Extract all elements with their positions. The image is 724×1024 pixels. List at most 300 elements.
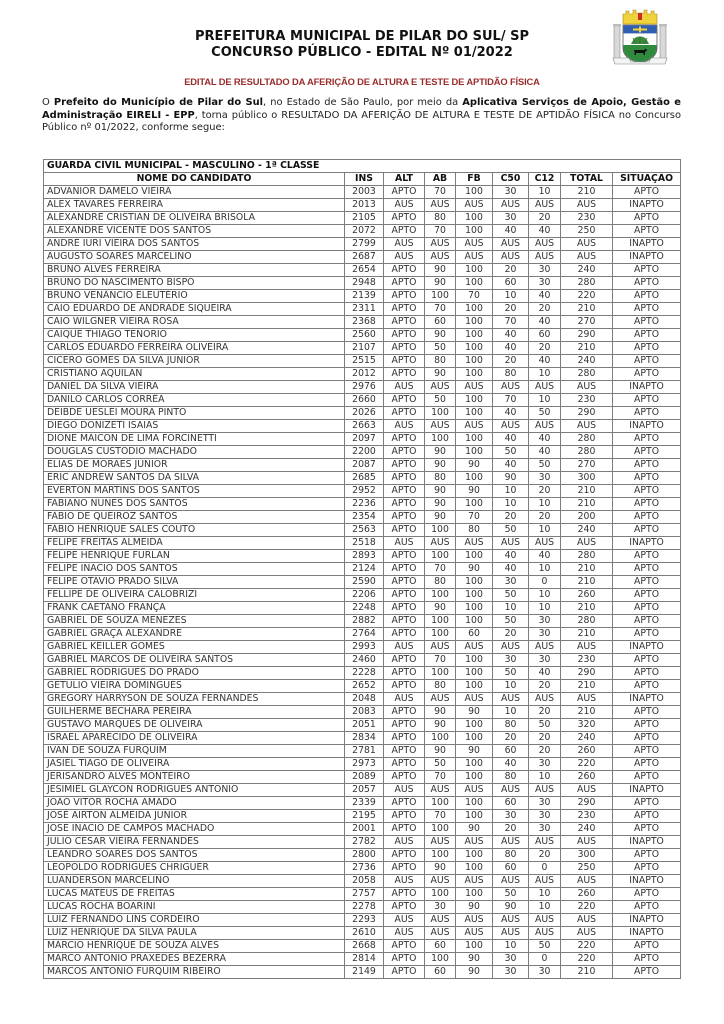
- cell-fb: 90: [456, 485, 493, 498]
- cell-ab: AUS: [425, 914, 456, 927]
- cell-c50: AUS: [493, 693, 529, 706]
- cell-name: GABRIEL KEILLER GOMES: [44, 641, 345, 654]
- cell-ab: 70: [425, 771, 456, 784]
- cell-c12: 30: [529, 966, 561, 979]
- cell-situacao: INAPTO: [613, 836, 681, 849]
- table-row: [44, 576, 681, 589]
- cell-total: AUS: [561, 199, 613, 212]
- cell-alt: APTO: [384, 212, 425, 225]
- cell-c12: 10: [529, 888, 561, 901]
- cell-ins: 2206: [345, 589, 384, 602]
- cell-situacao: APTO: [613, 888, 681, 901]
- cell-c50: 50: [493, 888, 529, 901]
- cell-situacao: APTO: [613, 394, 681, 407]
- table-row: [44, 914, 681, 927]
- cell-c50: 30: [493, 186, 529, 199]
- cell-ins: 2660: [345, 394, 384, 407]
- cell-name: GABRIEL DE SOUZA MENEZES: [44, 615, 345, 628]
- cell-name: FELIPE INACIO DOS SANTOS: [44, 563, 345, 576]
- cell-name: BRUNO VENÂNCIO ELEUTÉRIO: [44, 290, 345, 303]
- cell-fb: 100: [456, 472, 493, 485]
- cell-ins: 2026: [345, 407, 384, 420]
- table-row: [44, 485, 681, 498]
- cell-ins: 2089: [345, 771, 384, 784]
- table-row: [44, 368, 681, 381]
- cell-alt: APTO: [384, 745, 425, 758]
- table-row: [44, 433, 681, 446]
- cell-total: 240: [561, 355, 613, 368]
- cell-c12: 30: [529, 615, 561, 628]
- cell-ab: 90: [425, 706, 456, 719]
- cell-ins: 2072: [345, 225, 384, 238]
- table-row: [44, 472, 681, 485]
- cell-alt: APTO: [384, 680, 425, 693]
- cell-c50: 50: [493, 446, 529, 459]
- cell-c12: 30: [529, 823, 561, 836]
- cell-c12: 10: [529, 563, 561, 576]
- cell-ins: 2610: [345, 927, 384, 940]
- cell-name: ALEX TAVARES FERREIRA: [44, 199, 345, 212]
- cell-ab: 50: [425, 394, 456, 407]
- cell-ab: 90: [425, 602, 456, 615]
- cell-ab: 80: [425, 355, 456, 368]
- cell-situacao: APTO: [613, 264, 681, 277]
- column-header-name: NOME DO CANDIDATO: [44, 173, 345, 186]
- cell-total: 250: [561, 862, 613, 875]
- cell-alt: AUS: [384, 784, 425, 797]
- cell-c12: 40: [529, 667, 561, 680]
- cell-ins: 2097: [345, 433, 384, 446]
- cell-name: IVAN DE SOUZA FURQUIM: [44, 745, 345, 758]
- cell-c50: 60: [493, 277, 529, 290]
- cell-alt: AUS: [384, 199, 425, 212]
- cell-c50: 20: [493, 823, 529, 836]
- cell-total: 220: [561, 940, 613, 953]
- cell-alt: APTO: [384, 485, 425, 498]
- cell-ab: 60: [425, 316, 456, 329]
- cell-c50: 80: [493, 368, 529, 381]
- intro-mayor-text: Prefeito do Município de Pilar do Sul: [53, 97, 263, 108]
- table-row: [44, 953, 681, 966]
- cell-c50: 70: [493, 394, 529, 407]
- cell-name: LUANDERSON MARCELINO: [44, 875, 345, 888]
- cell-situacao: APTO: [613, 680, 681, 693]
- cell-situacao: INAPTO: [613, 641, 681, 654]
- cell-ab: 70: [425, 186, 456, 199]
- cell-ab: 30: [425, 901, 456, 914]
- cell-total: 210: [561, 485, 613, 498]
- cell-total: 320: [561, 719, 613, 732]
- cell-total: 270: [561, 316, 613, 329]
- cell-ins: 2834: [345, 732, 384, 745]
- cell-fb: 100: [456, 498, 493, 511]
- cell-alt: APTO: [384, 563, 425, 576]
- cell-ab: AUS: [425, 420, 456, 433]
- cell-ins: 2354: [345, 511, 384, 524]
- table-row: [44, 810, 681, 823]
- cell-c50: 10: [493, 680, 529, 693]
- cell-alt: APTO: [384, 602, 425, 615]
- cell-total: 260: [561, 745, 613, 758]
- cell-alt: AUS: [384, 836, 425, 849]
- cell-c12: 20: [529, 303, 561, 316]
- cell-situacao: APTO: [613, 446, 681, 459]
- cell-situacao: APTO: [613, 589, 681, 602]
- cell-fb: 100: [456, 732, 493, 745]
- cell-total: 210: [561, 628, 613, 641]
- cell-ab: 90: [425, 329, 456, 342]
- cell-ins: 2781: [345, 745, 384, 758]
- cell-c12: AUS: [529, 641, 561, 654]
- cell-total: AUS: [561, 836, 613, 849]
- cell-c50: AUS: [493, 836, 529, 849]
- table-row: [44, 459, 681, 472]
- cell-c50: AUS: [493, 420, 529, 433]
- cell-c50: AUS: [493, 927, 529, 940]
- cell-situacao: APTO: [613, 407, 681, 420]
- cell-alt: APTO: [384, 901, 425, 914]
- cell-alt: APTO: [384, 849, 425, 862]
- table-row: [44, 537, 681, 550]
- cell-ab: 80: [425, 680, 456, 693]
- cell-c50: AUS: [493, 381, 529, 394]
- cell-c50: 30: [493, 576, 529, 589]
- cell-c50: 50: [493, 524, 529, 537]
- table-row: [44, 394, 681, 407]
- cell-c50: 80: [493, 719, 529, 732]
- cell-ab: 50: [425, 342, 456, 355]
- cell-c12: AUS: [529, 875, 561, 888]
- cell-c50: 20: [493, 264, 529, 277]
- cell-alt: APTO: [384, 888, 425, 901]
- cell-alt: APTO: [384, 407, 425, 420]
- cell-ab: 80: [425, 472, 456, 485]
- cell-c50: AUS: [493, 914, 529, 927]
- cell-alt: AUS: [384, 381, 425, 394]
- cell-situacao: APTO: [613, 823, 681, 836]
- cell-ins: 2882: [345, 615, 384, 628]
- cell-ins: 2590: [345, 576, 384, 589]
- cell-name: GETULIO VIEIRA DOMINGUES: [44, 680, 345, 693]
- cell-ab: 100: [425, 615, 456, 628]
- cell-alt: APTO: [384, 394, 425, 407]
- cell-name: ALEXANDRE VICENTE DOS SANTOS: [44, 225, 345, 238]
- cell-alt: APTO: [384, 667, 425, 680]
- cell-fb: AUS: [456, 784, 493, 797]
- cell-situacao: INAPTO: [613, 381, 681, 394]
- table-row: [44, 628, 681, 641]
- table-row: [44, 745, 681, 758]
- cell-fb: AUS: [456, 836, 493, 849]
- cell-fb: 100: [456, 212, 493, 225]
- intro-company-text: Aplicativa Serviços de Apoio, Gestão e Administração EIRELI - EPP: [42, 97, 682, 121]
- cell-ins: 2757: [345, 888, 384, 901]
- cell-name: GUSTAVO MARQUES DE OLIVEIRA: [44, 719, 345, 732]
- cell-alt: AUS: [384, 251, 425, 264]
- cell-ins: 2800: [345, 849, 384, 862]
- cell-alt: APTO: [384, 550, 425, 563]
- cell-ins: 2654: [345, 264, 384, 277]
- cell-c12: 50: [529, 407, 561, 420]
- cell-alt: APTO: [384, 862, 425, 875]
- cell-c50: 50: [493, 589, 529, 602]
- cell-name: JASIEL TIAGO DE OLIVEIRA: [44, 758, 345, 771]
- cell-ins: 2460: [345, 654, 384, 667]
- cell-alt: APTO: [384, 225, 425, 238]
- cell-alt: APTO: [384, 329, 425, 342]
- cell-total: 280: [561, 615, 613, 628]
- cell-ab: 60: [425, 940, 456, 953]
- cell-fb: AUS: [456, 381, 493, 394]
- table-row: [44, 667, 681, 680]
- cell-name: ELIAS DE MORAES JUNIOR: [44, 459, 345, 472]
- cell-name: AUGUSTO SOARES MARCELINO: [44, 251, 345, 264]
- cell-name: EVERTON MARTINS DOS SANTOS: [44, 485, 345, 498]
- cell-name: FELLIPE DE OLIVEIRA CALOBRIZI: [44, 589, 345, 602]
- cell-c12: 30: [529, 758, 561, 771]
- cell-fb: 100: [456, 758, 493, 771]
- cell-ab: 70: [425, 563, 456, 576]
- cell-situacao: APTO: [613, 329, 681, 342]
- cell-total: 290: [561, 797, 613, 810]
- cell-fb: 100: [456, 316, 493, 329]
- cell-ab: 90: [425, 862, 456, 875]
- cell-alt: AUS: [384, 914, 425, 927]
- cell-alt: APTO: [384, 615, 425, 628]
- cell-name: GABRIEL RODRIGUES DO PRADO: [44, 667, 345, 680]
- cell-ab: 50: [425, 758, 456, 771]
- cell-fb: AUS: [456, 914, 493, 927]
- cell-c12: 50: [529, 459, 561, 472]
- cell-c50: 80: [493, 771, 529, 784]
- cell-ab: 70: [425, 225, 456, 238]
- cell-c50: 90: [493, 901, 529, 914]
- cell-situacao: APTO: [613, 771, 681, 784]
- cell-total: AUS: [561, 381, 613, 394]
- cell-situacao: INAPTO: [613, 251, 681, 264]
- cell-situacao: APTO: [613, 667, 681, 680]
- cell-c50: 30: [493, 966, 529, 979]
- cell-name: CAIO EDUARDO DE ANDRADE SIQUEIRA: [44, 303, 345, 316]
- cell-alt: APTO: [384, 589, 425, 602]
- cell-alt: AUS: [384, 537, 425, 550]
- table-row: [44, 680, 681, 693]
- cell-situacao: APTO: [613, 433, 681, 446]
- results-table: [43, 159, 681, 979]
- cell-total: 210: [561, 966, 613, 979]
- cell-fb: 100: [456, 225, 493, 238]
- cell-total: 220: [561, 953, 613, 966]
- cell-total: 200: [561, 511, 613, 524]
- page-subtitle-edital: CONCURSO PÚBLICO - EDITAL Nº 01/2022: [211, 44, 513, 60]
- cell-situacao: INAPTO: [613, 927, 681, 940]
- cell-alt: AUS: [384, 641, 425, 654]
- cell-ins: 2685: [345, 472, 384, 485]
- cell-total: 280: [561, 368, 613, 381]
- cell-ab: 100: [425, 589, 456, 602]
- table-row: [44, 966, 681, 979]
- cell-ins: 2107: [345, 342, 384, 355]
- cell-ab: AUS: [425, 238, 456, 251]
- cell-total: 220: [561, 290, 613, 303]
- cell-c50: 30: [493, 810, 529, 823]
- cell-ab: 90: [425, 719, 456, 732]
- cell-ins: 2236: [345, 498, 384, 511]
- table-row: [44, 862, 681, 875]
- cell-ab: 80: [425, 212, 456, 225]
- cell-name: DEIBDE UESLEI MOURA PINTO: [44, 407, 345, 420]
- cell-ab: 90: [425, 277, 456, 290]
- cell-name: MARCOS ANTÔNIO FURQUIM RIBEIRO: [44, 966, 345, 979]
- cell-fb: AUS: [456, 927, 493, 940]
- table-row: [44, 407, 681, 420]
- cell-fb: AUS: [456, 875, 493, 888]
- cell-c12: AUS: [529, 537, 561, 550]
- table-row: [44, 225, 681, 238]
- cell-situacao: APTO: [613, 225, 681, 238]
- table-row: [44, 706, 681, 719]
- cell-name: DIEGO DONIZETI ISAIAS: [44, 420, 345, 433]
- cell-ins: 2814: [345, 953, 384, 966]
- cell-c12: 20: [529, 849, 561, 862]
- cell-fb: 100: [456, 277, 493, 290]
- cell-situacao: APTO: [613, 953, 681, 966]
- column-header-alt: ALT: [384, 173, 425, 186]
- cell-ab: 100: [425, 628, 456, 641]
- cell-situacao: APTO: [613, 966, 681, 979]
- cell-c50: 10: [493, 602, 529, 615]
- cell-total: AUS: [561, 927, 613, 940]
- cell-c12: 20: [529, 680, 561, 693]
- cell-name: ALEXANDRE CRISTIAN DE OLIVEIRA BRISOLA: [44, 212, 345, 225]
- cell-c12: 20: [529, 511, 561, 524]
- cell-c50: 40: [493, 342, 529, 355]
- cell-fb: 60: [456, 628, 493, 641]
- cell-c50: 10: [493, 290, 529, 303]
- cell-ins: 2368: [345, 316, 384, 329]
- table-row: [44, 186, 681, 199]
- cell-situacao: APTO: [613, 316, 681, 329]
- cell-c12: 40: [529, 433, 561, 446]
- cell-situacao: INAPTO: [613, 784, 681, 797]
- cell-ins: 2139: [345, 290, 384, 303]
- cell-c12: 10: [529, 901, 561, 914]
- cell-name: JOÃO VITOR ROCHA AMADO: [44, 797, 345, 810]
- cell-ins: 2764: [345, 628, 384, 641]
- cell-total: 210: [561, 563, 613, 576]
- cell-total: AUS: [561, 238, 613, 251]
- cell-ab: 100: [425, 550, 456, 563]
- table-row: [44, 212, 681, 225]
- cell-alt: APTO: [384, 810, 425, 823]
- cell-ins: 2560: [345, 329, 384, 342]
- cell-name: LUIZ HENRIQUE DA SILVA PAULA: [44, 927, 345, 940]
- cell-fb: 100: [456, 888, 493, 901]
- cell-c50: 10: [493, 485, 529, 498]
- cell-alt: AUS: [384, 927, 425, 940]
- table-row: [44, 693, 681, 706]
- cell-c12: AUS: [529, 914, 561, 927]
- cell-c12: 20: [529, 342, 561, 355]
- cell-total: 220: [561, 758, 613, 771]
- cell-ab: 100: [425, 953, 456, 966]
- cell-name: CRISTIANO AQUILAN: [44, 368, 345, 381]
- cell-name: FELIPE HENRIQUE FURLAN: [44, 550, 345, 563]
- cell-c12: 20: [529, 732, 561, 745]
- cell-alt: APTO: [384, 498, 425, 511]
- cell-total: 260: [561, 888, 613, 901]
- cell-c12: AUS: [529, 238, 561, 251]
- cell-alt: APTO: [384, 511, 425, 524]
- cell-total: AUS: [561, 914, 613, 927]
- cell-c50: 40: [493, 459, 529, 472]
- cell-fb: 90: [456, 966, 493, 979]
- table-header-row: [44, 173, 681, 186]
- cell-alt: APTO: [384, 433, 425, 446]
- cell-alt: APTO: [384, 368, 425, 381]
- table-row: [44, 719, 681, 732]
- cell-ab: 90: [425, 459, 456, 472]
- cell-fb: 70: [456, 511, 493, 524]
- cell-ins: 2012: [345, 368, 384, 381]
- column-header-situacao: SITUAÇÃO: [613, 173, 681, 186]
- cell-ins: 2048: [345, 693, 384, 706]
- cell-fb: 100: [456, 368, 493, 381]
- cell-c12: 10: [529, 589, 561, 602]
- cell-total: 210: [561, 680, 613, 693]
- table-row: [44, 342, 681, 355]
- cell-situacao: APTO: [613, 654, 681, 667]
- column-header-ins: INS: [345, 173, 384, 186]
- cell-c50: 90: [493, 472, 529, 485]
- cell-ins: 2518: [345, 537, 384, 550]
- cell-ins: 2976: [345, 381, 384, 394]
- cell-ab: AUS: [425, 927, 456, 940]
- table-row: [44, 303, 681, 316]
- cell-situacao: APTO: [613, 706, 681, 719]
- cell-c50: AUS: [493, 238, 529, 251]
- cell-c12: AUS: [529, 199, 561, 212]
- cell-alt: APTO: [384, 342, 425, 355]
- cell-alt: APTO: [384, 823, 425, 836]
- cell-c50: 30: [493, 212, 529, 225]
- cell-name: CICERO GOMES DA SILVA JUNIOR: [44, 355, 345, 368]
- cell-c12: AUS: [529, 784, 561, 797]
- cell-ab: AUS: [425, 251, 456, 264]
- table-row: [44, 381, 681, 394]
- cell-c50: 10: [493, 940, 529, 953]
- cell-situacao: APTO: [613, 615, 681, 628]
- cell-situacao: APTO: [613, 290, 681, 303]
- cell-ab: 90: [425, 368, 456, 381]
- table-row: [44, 771, 681, 784]
- table-row: [44, 498, 681, 511]
- cell-ins: 2782: [345, 836, 384, 849]
- cell-total: 210: [561, 498, 613, 511]
- cell-situacao: APTO: [613, 602, 681, 615]
- cell-alt: APTO: [384, 524, 425, 537]
- cell-fb: AUS: [456, 251, 493, 264]
- cell-fb: 100: [456, 589, 493, 602]
- cell-fb: 100: [456, 342, 493, 355]
- cell-ins: 2652: [345, 680, 384, 693]
- cell-c12: 0: [529, 862, 561, 875]
- cell-situacao: INAPTO: [613, 875, 681, 888]
- coat-of-arms-icon: [611, 8, 669, 66]
- cell-ins: 2687: [345, 251, 384, 264]
- cell-ins: 2149: [345, 966, 384, 979]
- cell-name: JESIMIEL GLAYCON RODRIGUES ANTÔNIO: [44, 784, 345, 797]
